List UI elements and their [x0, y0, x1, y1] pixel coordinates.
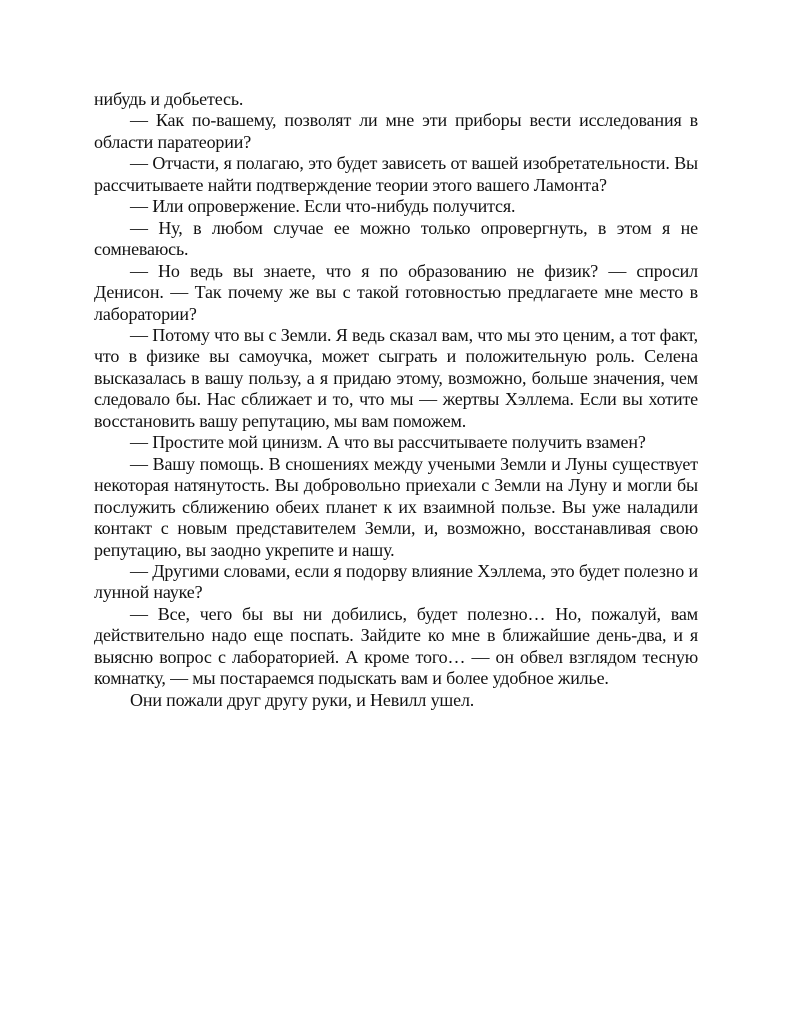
paragraph: — Вашу помощь. В сношениях между учеными Земли и Луны существует некоторая натянутость. Вы добровольно приехали с Земли на Луну и могли бы послужить сближению обеих планет к их взаимной пользе. Вы уже наладили контакт с новым представителем Земли, и, возможно, восстанавливая свою репутацию, вы заодно укрепите и нашу. — [94, 453, 698, 560]
paragraph: — Или опровержение. Если что-нибудь получится. — [130, 196, 516, 217]
paragraph: Они пожали друг другу руки, и Невилл ушел. — [130, 689, 475, 710]
paragraph: — Все, чего бы вы ни добились, будет полезно… Но, пожалуй, вам действительно надо еще поспать. Зайдите ко мне в ближайшие день-два, и я выясню вопрос с лабораторией. А кроме того… — он обвел взглядом тесную комнатку, — мы постараемся подыскать вам и более удобное жилье. — [94, 603, 698, 689]
document-page — [94, 89, 698, 711]
paragraph: — Но ведь вы знаете, что я по образованию не физик? — спросил Денисон. — Так почему же вы с такой готовностью предлагаете мне место в лаборатории? — [94, 260, 698, 324]
paragraph: — Ну, в любом случае ее можно только опровергнуть, в этом я не сомневаюсь. — [94, 217, 698, 260]
paragraph: — Отчасти, я полагаю, это будет зависеть от вашей изобретательности. Вы рассчитываете найти подтверждение теории этого вашего Ламонта? — [94, 153, 698, 195]
paragraph: — Простите мой цинизм. А что вы рассчитываете получить взамен? — [130, 432, 646, 453]
paragraph: нибудь и добьетесь. — [94, 89, 244, 109]
paragraph: — Другими словами, если я подорву влияние Хэллема, это будет полезно и лунной науке? — [94, 560, 698, 603]
paragraph: — Как по-вашему, позволят ли мне эти приборы вести исследования в области паратеории? — [94, 110, 698, 152]
paragraph: — Потому что вы с Земли. Я ведь сказал вам, что мы это ценим, а тот факт, что в физике вы самоучка, может сыграть и положительную роль. Селена высказалась в вашу пользу, а я придаю этому, возможно, больше значения, чем следовало бы. Нас сближает и то, что мы — жертвы Хэллема. Если вы хотите восстановить вашу репутацию, мы вам поможем. — [94, 324, 698, 431]
